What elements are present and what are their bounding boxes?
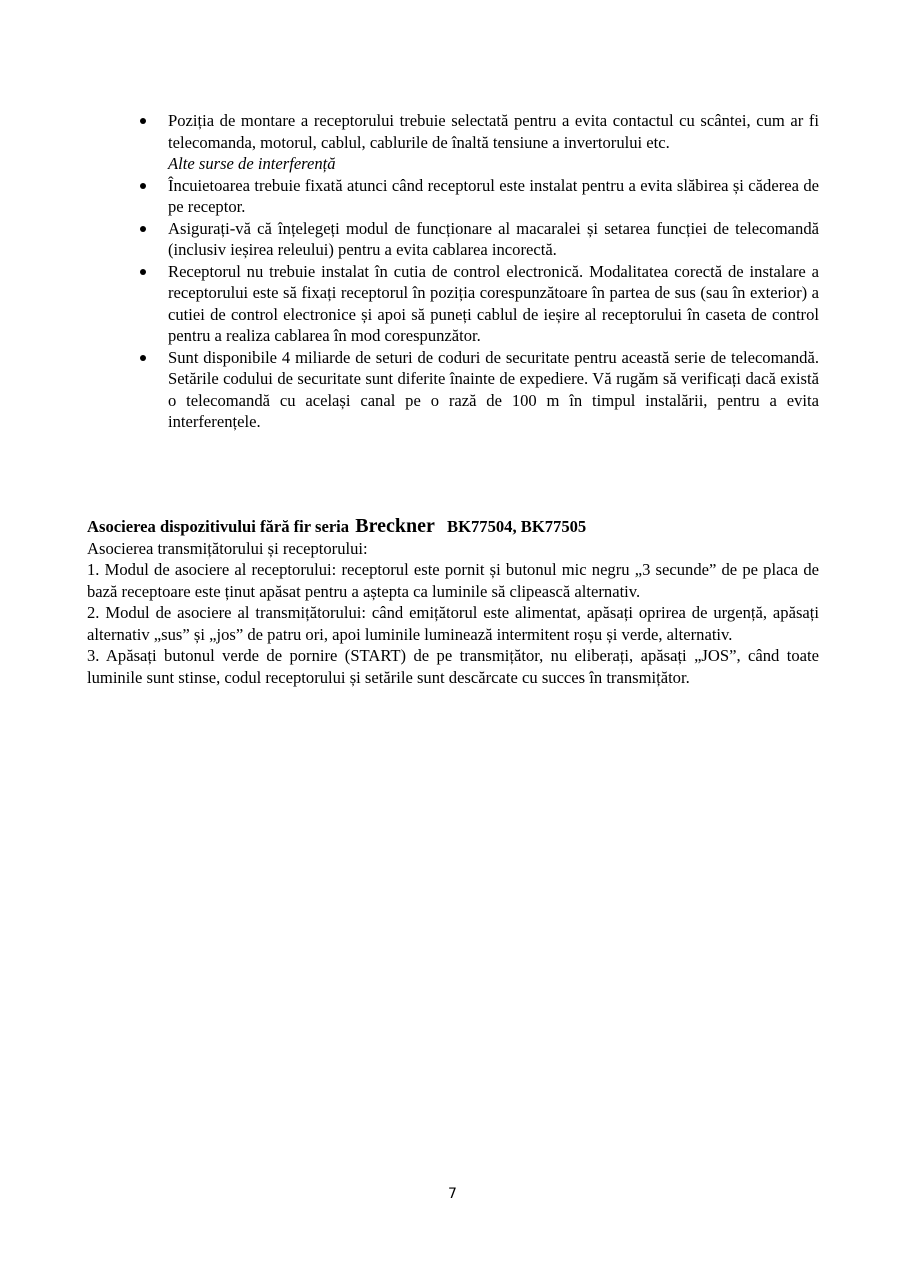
bullet-text: Încuietoarea trebuie fixată atunci când receptorul este instalat pentru a evita slăbirea și căderea de pe receptor. [168, 175, 819, 216]
bullet-item [139, 110, 819, 175]
heading-models: BK77504, BK77505 [447, 517, 587, 536]
bullet-text: Poziția de montare a receptorului trebuie selectată pentru a evita contactul cu scântei, cum ar fi telecomanda, motorul, cablul, cablurile de înaltă tensiune a invertorului etc. [168, 111, 819, 152]
pairing-section [87, 516, 819, 688]
bullet-text: Receptorul nu trebuie instalat în cutia de control electronică. Modalitatea corectă de instalare a receptorului este să fixați receptorul în poziția corespunzătoare în partea de sus (sau în exterior) a cutiei de control electronice și apoi să puneți cablul de ieșire al receptorului în caseta de control pentru a realiza cablarea în mod corespunzător. [168, 261, 819, 345]
heading-prefix: Asocierea dispozitivului fără fir seria [87, 517, 350, 536]
bullet-dot-icon [140, 226, 146, 232]
section-heading [87, 516, 819, 538]
page-number: 7 [448, 1186, 457, 1202]
section-intro: Asocierea transmițătorului și receptorului: [87, 538, 368, 558]
bullet-item [139, 347, 819, 433]
bullet-text: Sunt disponibile 4 miliarde de seturi de coduri de securitate pentru această serie de telecomandă. Setările codului de securitate sunt diferite înainte de expediere. Vă rugăm să verificați dacă există o telecomandă cu același canal pe o rază de 100 m în timpul instalării, pentru a evita interferențele. [168, 347, 819, 431]
pairing-step: 1. Modul de asociere al receptorului: receptorul este pornit și butonul mic negru „3 secunde” de pe placa de bază receptoare este ținut apăsat pentru a aștepta ca luminile să clipească alternativ. [87, 560, 819, 601]
bullet-dot-icon [140, 183, 146, 189]
heading-brand: Breckner [355, 515, 435, 537]
bullet-item [139, 218, 819, 261]
bullet-dot-icon [140, 118, 146, 124]
bullet-dot-icon [140, 355, 146, 361]
safety-bullet-list [139, 110, 819, 433]
pairing-step: 2. Modul de asociere al transmițătorului: când emițătorul este alimentat, apăsați oprirea de urgență, apăsați alternativ „sus” și „jos” de patru ori, apoi luminile luminează intermitent roșu și verde, alternativ. [87, 603, 819, 644]
bullet-dot-icon [140, 269, 146, 275]
bullet-item [139, 261, 819, 347]
bullet-item [139, 175, 819, 218]
bullet-text: Asigurați-vă că înțelegeți modul de funcționare al macaralei și setarea funcției de telecomandă (inclusiv ieșirea releului) pentru a evita cablarea incorectă. [168, 218, 819, 259]
bullet-italic-note: Alte surse de interferență [168, 154, 336, 173]
pairing-step: 3. Apăsați butonul verde de pornire (START) de pe transmițător, nu eliberați, apăsați „JOS”, când toate luminile sunt stinse, codul receptorului și setările sunt descărcate cu succes în transmițător. [87, 646, 819, 687]
